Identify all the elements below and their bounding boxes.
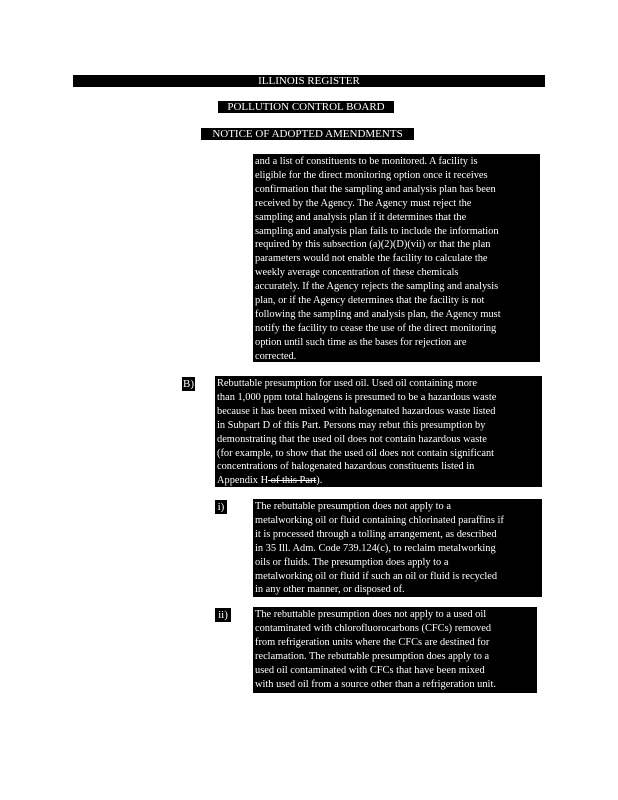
- paragraph-cfc-used-oil: [253, 607, 537, 693]
- text-line: from refrigeration units where the CFCs are destined for: [255, 636, 490, 648]
- text-line: following the sampling and analysis plan, the Agency must: [255, 308, 501, 320]
- text-line: contaminated with chlorofluorocarbons (CFCs) removed: [255, 622, 492, 634]
- text-line: parameters would not enable the facility to calculate the: [255, 253, 488, 265]
- item-label-i: i): [215, 500, 227, 514]
- text-line: weekly average concentration of these chemicals: [255, 267, 459, 279]
- header-notice-title: NOTICE OF ADOPTED AMENDMENTS: [212, 128, 403, 140]
- struck-text: of this Part: [268, 475, 317, 487]
- text-line: [217, 474, 539, 488]
- text-line: accurately. If the Agency rejects the sampling and analysis: [255, 281, 499, 293]
- text-line: because it has been mixed with halogenated hazardous waste listed: [217, 405, 496, 417]
- text-line: in Subpart D of this Part. Persons may rebut this presumption by: [217, 419, 486, 431]
- text-line: metalworking oil or fluid containing chlorinated paraffins if: [255, 514, 504, 526]
- paragraph-sampling-plan: [253, 154, 540, 362]
- text-line: oils or fluids. The presumption does apply to a: [255, 556, 449, 568]
- text-line: in 35 Ill. Adm. Code 739.124(c), to reclaim metalworking: [255, 542, 496, 554]
- header-register-title: ILLINOIS REGISTER: [258, 75, 360, 87]
- text-line: received by the Agency. The Agency must reject the: [255, 197, 472, 209]
- text-line: in any other manner, or disposed of.: [255, 584, 405, 596]
- text-line: confirmation that the sampling and analysis plan has been: [255, 183, 496, 195]
- text-line: sampling and analysis plan if it determines that the: [255, 211, 467, 223]
- text-line: metalworking oil or fluid if such an oil or fluid is recycled: [255, 570, 498, 582]
- appendix-reference: Appendix H: [217, 475, 269, 487]
- text-line: eligible for the direct monitoring option once it receives: [255, 169, 488, 181]
- text-line: option until such time as the bases for rejection are: [255, 336, 467, 348]
- text-line: used oil contaminated with CFCs that have been mixed: [255, 664, 485, 676]
- text-line: required by this subsection (a)(2)(D)(vii) or that the plan: [255, 239, 491, 251]
- text-line: demonstrating that the used oil does not contain hazardous waste: [217, 433, 487, 445]
- text-line: plan, or if the Agency determines that the facility is not: [255, 295, 485, 307]
- text-line: corrected.: [255, 350, 297, 362]
- text-line: The rebuttable presumption does not apply to a used oil: [255, 609, 487, 620]
- text-line: with used oil from a source other than a refrigeration unit.: [255, 678, 496, 690]
- text-line: reclamation. The rebuttable presumption does apply to a: [255, 650, 490, 662]
- text-line: concentrations of halogenated hazardous constituents listed in: [217, 461, 475, 473]
- text-line: sampling and analysis plan fails to include the information: [255, 225, 499, 237]
- text-line: than 1,000 ppm total halogens is presumed to be a hazardous waste: [217, 391, 497, 403]
- text-line: notify the facility to cease the use of the direct monitoring: [255, 322, 497, 334]
- paragraph-rebuttable-presumption: [215, 376, 542, 487]
- paragraph-metalworking-oil: [253, 499, 542, 597]
- item-label-b: B): [183, 378, 194, 390]
- text-line: it is processed through a tolling arrangement, as described: [255, 528, 497, 540]
- header-board-title: POLLUTION CONTROL BOARD: [227, 101, 385, 113]
- closing-text: ).: [316, 475, 323, 487]
- text-line: and a list of constituents to be monitored. A facility is: [255, 156, 478, 167]
- text-line: Rebuttable presumption for used oil. Used oil containing more: [217, 378, 478, 389]
- text-line: (for example, to show that the used oil does not contain significant: [217, 447, 495, 459]
- item-label-ii: ii): [215, 608, 231, 622]
- text-line: The rebuttable presumption does not apply to a: [255, 501, 451, 512]
